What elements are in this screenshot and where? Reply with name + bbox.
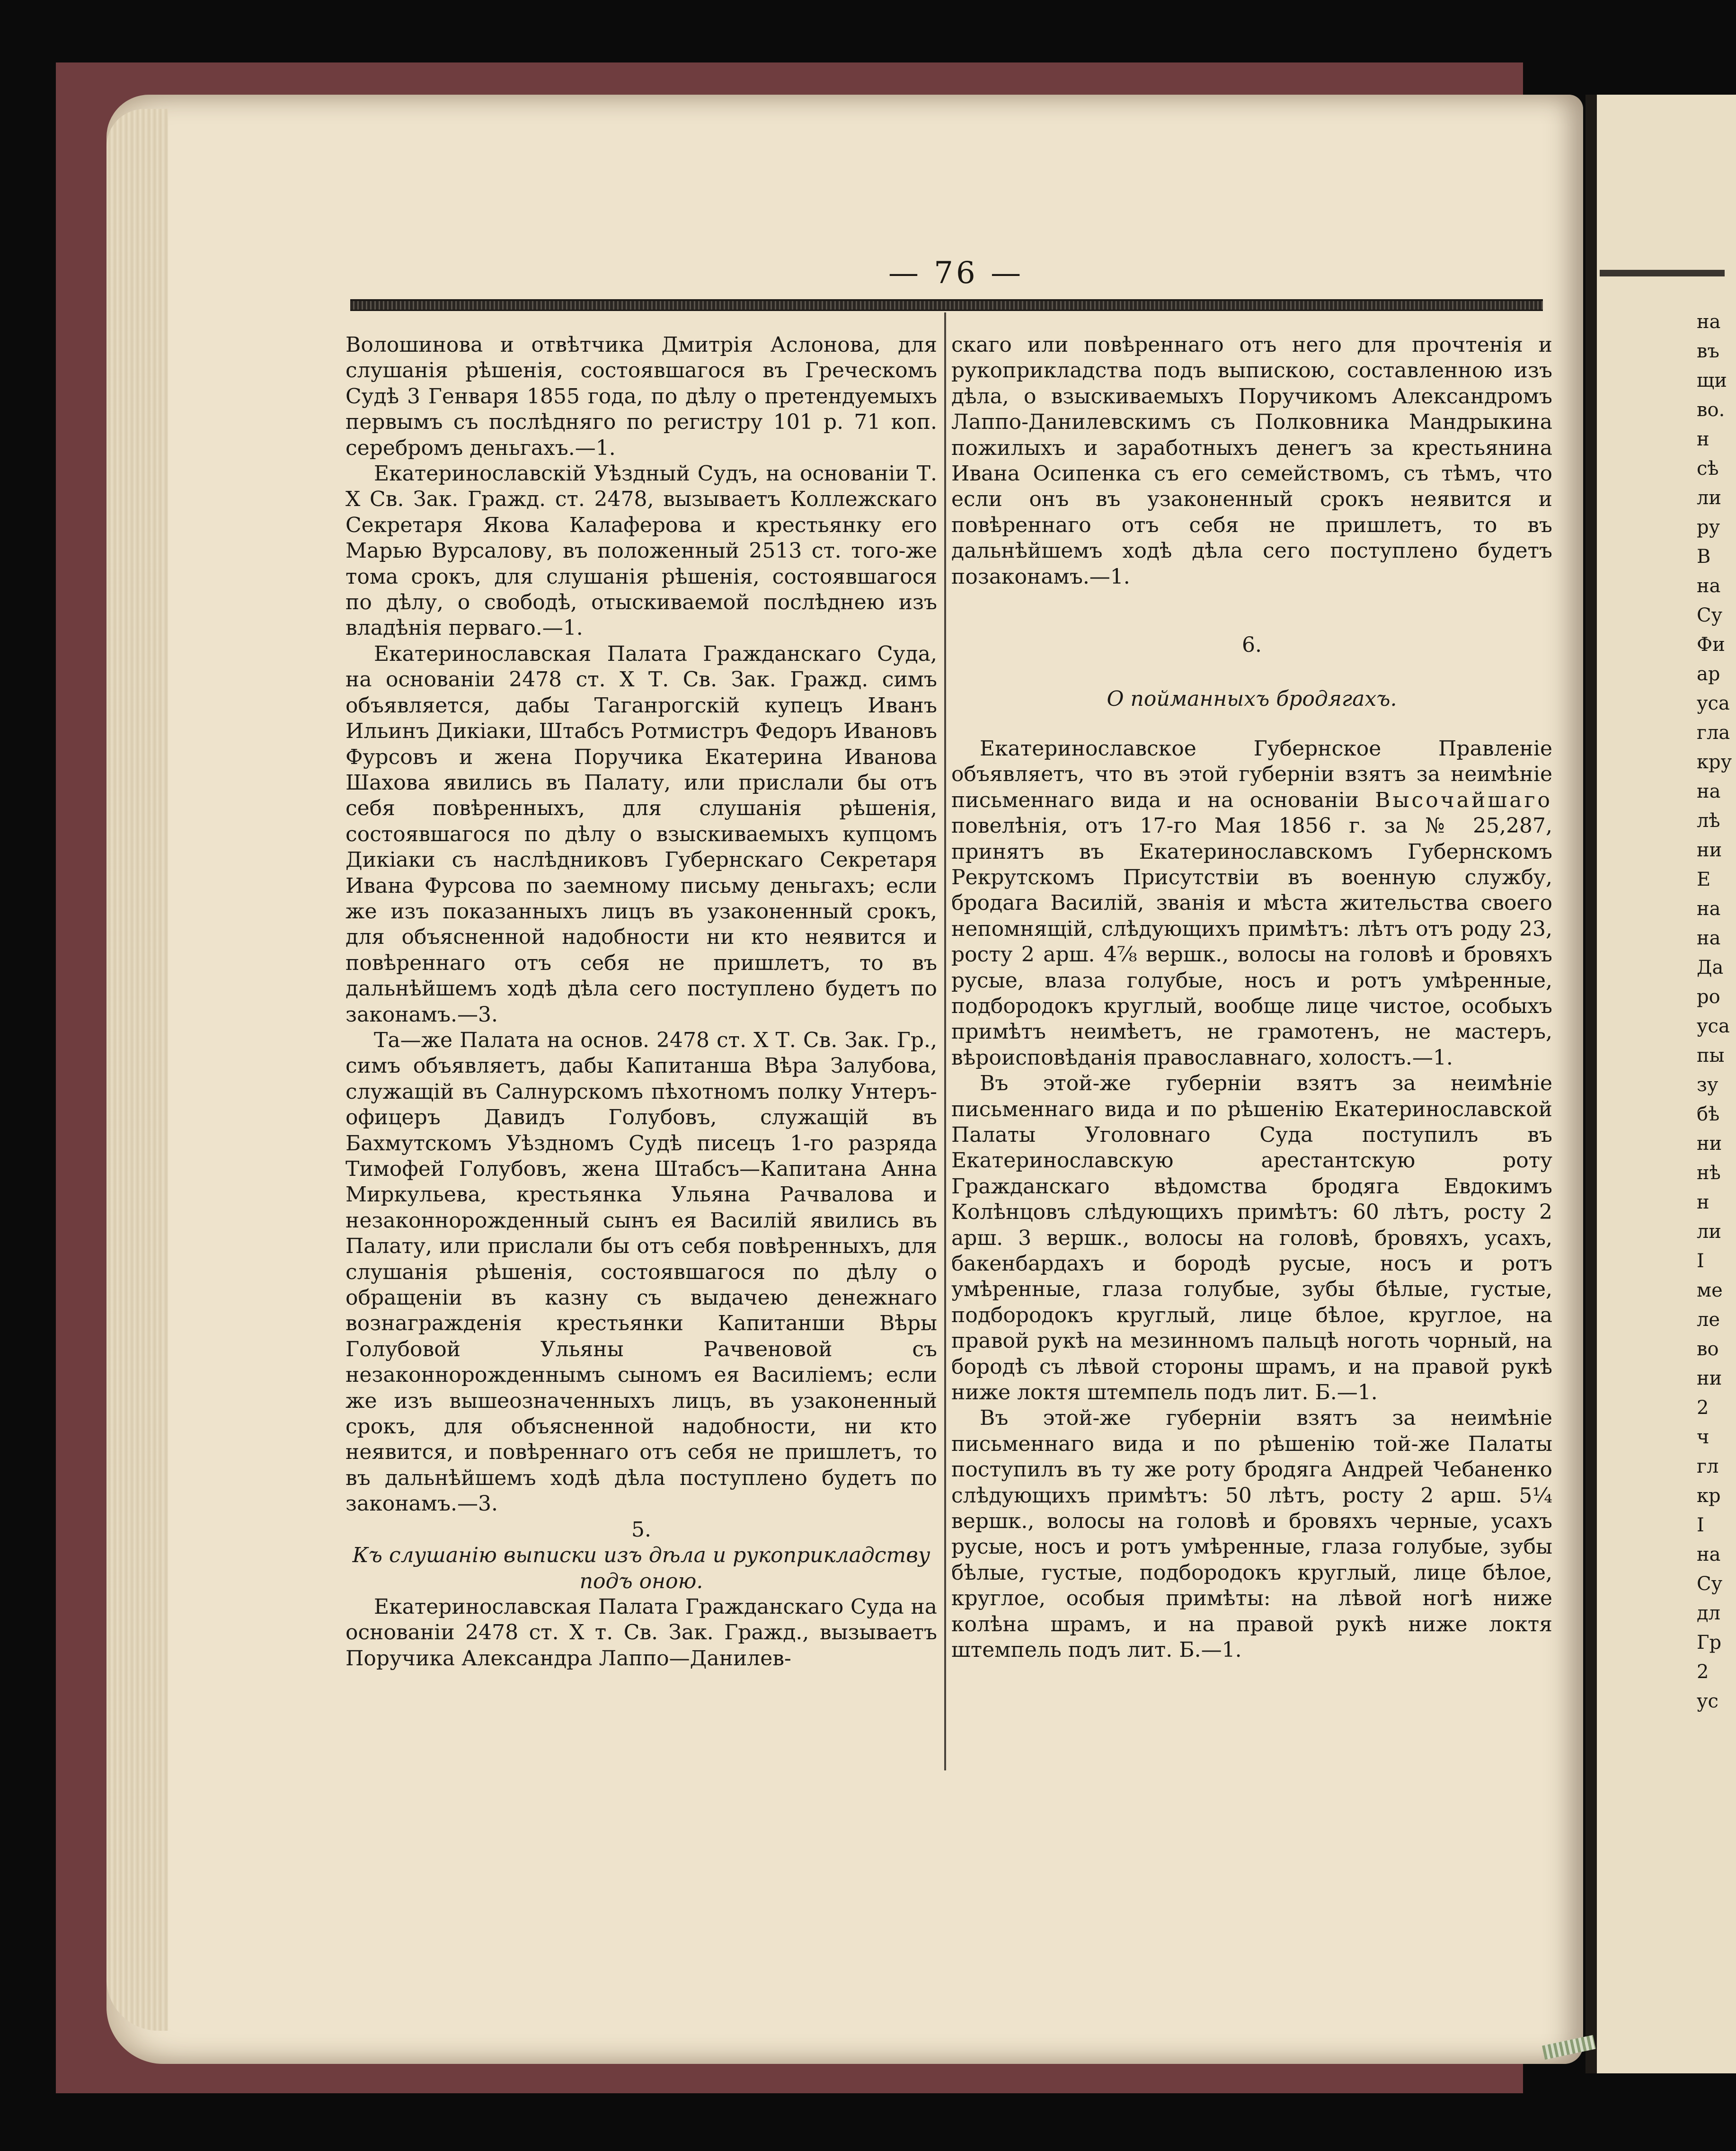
right-column xyxy=(951,332,1552,1663)
section-heading: О пойманныхъ бродягахъ. xyxy=(1107,687,1397,711)
next-page-fragment: Е xyxy=(1697,869,1711,890)
next-page-fragment: ар xyxy=(1697,663,1720,685)
next-page-fragment: на xyxy=(1697,927,1721,949)
next-page-fragment: ч xyxy=(1697,1426,1709,1448)
section-number: 6. xyxy=(1242,633,1262,658)
next-page-fragment: ли xyxy=(1697,487,1722,509)
next-page-fragment: ру xyxy=(1697,516,1720,538)
next-page-fragment: Су xyxy=(1697,1573,1723,1595)
next-page-fragment: зу xyxy=(1697,1074,1718,1096)
next-page-fragment: нѣ xyxy=(1697,1162,1721,1184)
next-page-rule xyxy=(1600,270,1725,276)
next-page-fragment: кру xyxy=(1697,751,1732,773)
next-page-fragment: на xyxy=(1697,311,1721,333)
next-page-fragment: гла xyxy=(1697,722,1730,744)
page-edges xyxy=(106,109,168,2031)
next-page-fragment: на xyxy=(1697,575,1721,597)
emphasis: Высочайшаго xyxy=(1375,788,1552,812)
column-divider xyxy=(944,312,946,1770)
next-page-fragment: н xyxy=(1697,428,1709,450)
next-page-fragment: ли xyxy=(1697,1221,1722,1243)
next-page-fragment: ни xyxy=(1697,1368,1722,1389)
next-page-fragment: ро xyxy=(1697,986,1720,1008)
next-page-fragment: гл xyxy=(1697,1456,1719,1477)
next-page-fragment: 2 xyxy=(1697,1661,1709,1683)
next-page-fragment: щи xyxy=(1697,370,1727,391)
paragraph: Волошинова и отвѣтчика Дмитрія Аслонова, для слушанія рѣшенія, состоявшагося въ Греческомъ Судѣ 3 Генваря 1855 года, по дѣлу о претендуемыхъ первымъ съ послѣдняго по регистру 101 р. 71 коп. серебромъ деньгахъ.—1. xyxy=(345,333,937,460)
page-number: — 76 — xyxy=(888,256,1024,291)
next-page-fragment: во xyxy=(1697,1338,1719,1360)
next-page-fragment: на xyxy=(1697,898,1721,920)
next-page-fragment: І xyxy=(1697,1250,1704,1272)
paragraph xyxy=(951,736,1552,1071)
section-number: 5. xyxy=(631,1517,651,1542)
next-page-fragment: сѣ xyxy=(1697,458,1719,480)
next-page-fragment: въ xyxy=(1697,340,1719,362)
next-page-fragment: на xyxy=(1697,1544,1721,1565)
header-rule xyxy=(350,299,1543,311)
next-page-fragment: уса xyxy=(1697,1015,1730,1037)
next-page-fragment: ни xyxy=(1697,1133,1722,1155)
left-column xyxy=(345,332,937,1671)
paragraph: Та—же Палата на основ. 2478 ст. X Т. Св. Зак. Гр., симъ объявляетъ, дабы Капитанша Вѣра Залубова, служащій въ Салнурскомъ пѣхотномъ полку Унтеръ-офицеръ Давидъ Голубовъ, служащій въ Бахмутскомъ Уѣздномъ Судѣ писецъ 1-го разряда Тимофей Голубовъ, жена Штабсъ—Капитана Анна Миркульева, крестьянка Ульяна Рачвалова и незаконнорожденный сынъ ея Василій явились въ Палату, или прислали бы отъ себя повѣренныхъ, для слушанія рѣшенія, состоявшагося по дѣлу о обращеніи въ казну съ выдачею денежнаго вознагражденія крестьянки Капитанши Вѣры Голубовой Ульяны Рачвеновой съ незаконнорожденнымъ сыномъ ея Василіемъ; если же изъ вышеозначенныхъ лицъ, въ узаконенный срокъ, для объясненной надобности, ни кто неявится, и повѣреннаго отъ себя не пришлетъ, то въ дальнѣйшемъ ходѣ дѣла поступлено будетъ по законамъ.—3. xyxy=(345,1028,937,1516)
next-page-fragment: Да xyxy=(1697,957,1724,978)
paragraph: скаго или повѣреннаго отъ него для прочтенія и рукоприкладства подъ выпискою, составленною изъ дѣла, о взыскиваемыхъ Поручикомъ Александромъ Лаппо-Данилевскимъ съ Полковника Мандрыкина пожилыхъ и заработныхъ денегъ за крестьянина Ивана Осипенка съ его семействомъ, съ тѣмъ, что если онъ въ узаконенный срокъ неявится и повѣреннаго отъ себя не пришлетъ, то въ дальнѣйшемъ ходѣ дѣла сего поступлено будетъ позаконамъ.—1. xyxy=(951,333,1552,589)
next-page-fragment: В xyxy=(1697,546,1711,568)
next-page-fragment: Гр xyxy=(1697,1632,1722,1653)
next-page-fragment: н xyxy=(1697,1191,1709,1213)
paragraph-text: повелѣнія, отъ 17-го Мая 1856 г. за № 25,287, принятъ въ Екатеринославскомъ Губернскомъ Рекрутскомъ Присутствіи въ военную службу, бродага Василій, званія и мѣста жительства своего непомнящій, слѣдующихъ примѣтъ: лѣтъ отъ роду 23, росту 2 арш. 4⅞ вершк., волосы на головѣ и бровяхъ русые, влаза голубые, носъ и ротъ умѣренные, подбородокъ круглый, вообще лице чистое, особыхъ примѣтъ неимѣетъ, не грамотенъ, не мастеръ, вѣроисповѣданія православнаго, холостъ.—1. xyxy=(951,814,1552,1070)
paragraph: Въ этой-же губерніи взятъ за неимѣніе письменнаго вида и по рѣшенію той-же Палаты поступилъ въ ту же роту бродяга Андрей Чебаненко слѣдующихъ примѣтъ: 50 лѣтъ, росту 2 арш. 5¼ вершк., волосы на головѣ и бровяхъ черные, усахъ русые, носъ и ротъ умѣренные, глаза голубые, зубы бѣлые, густые, подбородокъ круглый, лице бѣлое, круглое, особыя примѣты: на лѣвой ногѣ ниже колѣна шрамъ, и на правой рукѣ ниже локтя штемпель подъ лит. Б.—1. xyxy=(951,1406,1552,1662)
next-page-fragment: дл xyxy=(1697,1602,1721,1624)
next-page-fragment: ле xyxy=(1697,1309,1720,1331)
next-page-fragment: лѣ xyxy=(1697,810,1720,832)
paragraph: Екатеринославскій Уѣздный Судъ, на основаніи Т. X Св. Зак. Гражд. ст. 2478, вызываетъ Коллежскаго Секретаря Якова Калаферова и крестьянку его Марью Вурсалову, въ положенный 2513 ст. того-же тома срокъ, для слушанія рѣшенія, состоявшагося по дѣлу, о свободѣ, отыскиваемой послѣднею изъ владѣнія перваго.—1. xyxy=(345,462,937,640)
next-page-fragment: бѣ xyxy=(1697,1103,1720,1125)
next-page-fragment: Су xyxy=(1697,604,1723,626)
next-page-fragment: на xyxy=(1697,781,1721,802)
paragraph: Екатеринославская Палата Гражданскаго Суда, на основаніи 2478 ст. X Т. Св. Зак. Гражд. симъ объявляется, дабы Таганрогскій купецъ Иванъ Ильинъ Дикіаки, Штабсъ Ротмистръ Федоръ Ивановъ Фурсовъ и жена Поручика Екатерина Иванова Шахова явились въ Палату, или прислали бы отъ себя повѣренныхъ, для слушанія рѣшенія, состоявшагося по дѣлу о взыскиваемыхъ купцомъ Дикіаки съ наслѣдниковъ Губернскаго Секретаря Ивана Фурсова по заемному письму деньгахъ; если же изъ показанныхъ лицъ въ узаконенный срокъ, для объясненной надобности ни кто неявится и повѣреннаго отъ себя не пришлетъ, то въ дальнѣйшемъ ходѣ дѣла сего поступлено будетъ по законамъ.—3. xyxy=(345,641,937,1027)
next-page-fragment: пы xyxy=(1697,1045,1725,1067)
paragraph-text: Екатеринославское Губернское Правленіе объявляетъ, что въ этой губерніи взятъ за неимѣніе письменнаго вида и на основаніи xyxy=(951,736,1552,812)
next-page-fragment: во. xyxy=(1697,399,1725,421)
paragraph: Екатеринославская Палата Гражданскаго Суда на основаніи 2478 ст. X т. Св. Зак. Гражд., вызываетъ Поручика Александра Лаппо—Данилев- xyxy=(345,1594,937,1671)
next-page-fragment: ме xyxy=(1697,1280,1723,1301)
next-page-fragment: кр xyxy=(1697,1485,1721,1507)
section-heading: Къ слушанію выписки изъ дѣла и рукоприкладству подъ оною. xyxy=(352,1543,930,1593)
next-page-fragment: ус xyxy=(1697,1690,1718,1712)
next-page-fragment: І xyxy=(1697,1514,1704,1536)
paragraph: Въ этой-же губерніи взятъ за неимѣніе письменнаго вида и по рѣшенію Екатеринославской Палаты Уголовнаго Суда поступилъ въ Екатеринославскую арестантскую роту Гражданскаго вѣдомства бродяга Евдокимъ Колѣнцовъ слѣдующихъ примѣтъ: 60 лѣтъ, росту 2 арш. 3 вершк., волосы на головѣ, бровяхъ, усахъ, бакенбардахъ и бородѣ русые, носъ и ротъ умѣренные, глаза голубые, зубы бѣлые, густые, подбородокъ круглый, лице бѣлое, круглое, на правой рукѣ на мезинномъ пальцѣ ноготь чорный, на бородѣ съ лѣвой стороны шрамъ, и на правой рукѣ ниже локтя штемпель подъ лит. Б.—1. xyxy=(951,1071,1552,1405)
next-page-fragment: ни xyxy=(1697,839,1722,861)
next-page-fragment: Фи xyxy=(1697,634,1725,656)
next-page-fragment: 2 xyxy=(1697,1397,1709,1419)
next-page-fragment: уса xyxy=(1697,693,1730,714)
